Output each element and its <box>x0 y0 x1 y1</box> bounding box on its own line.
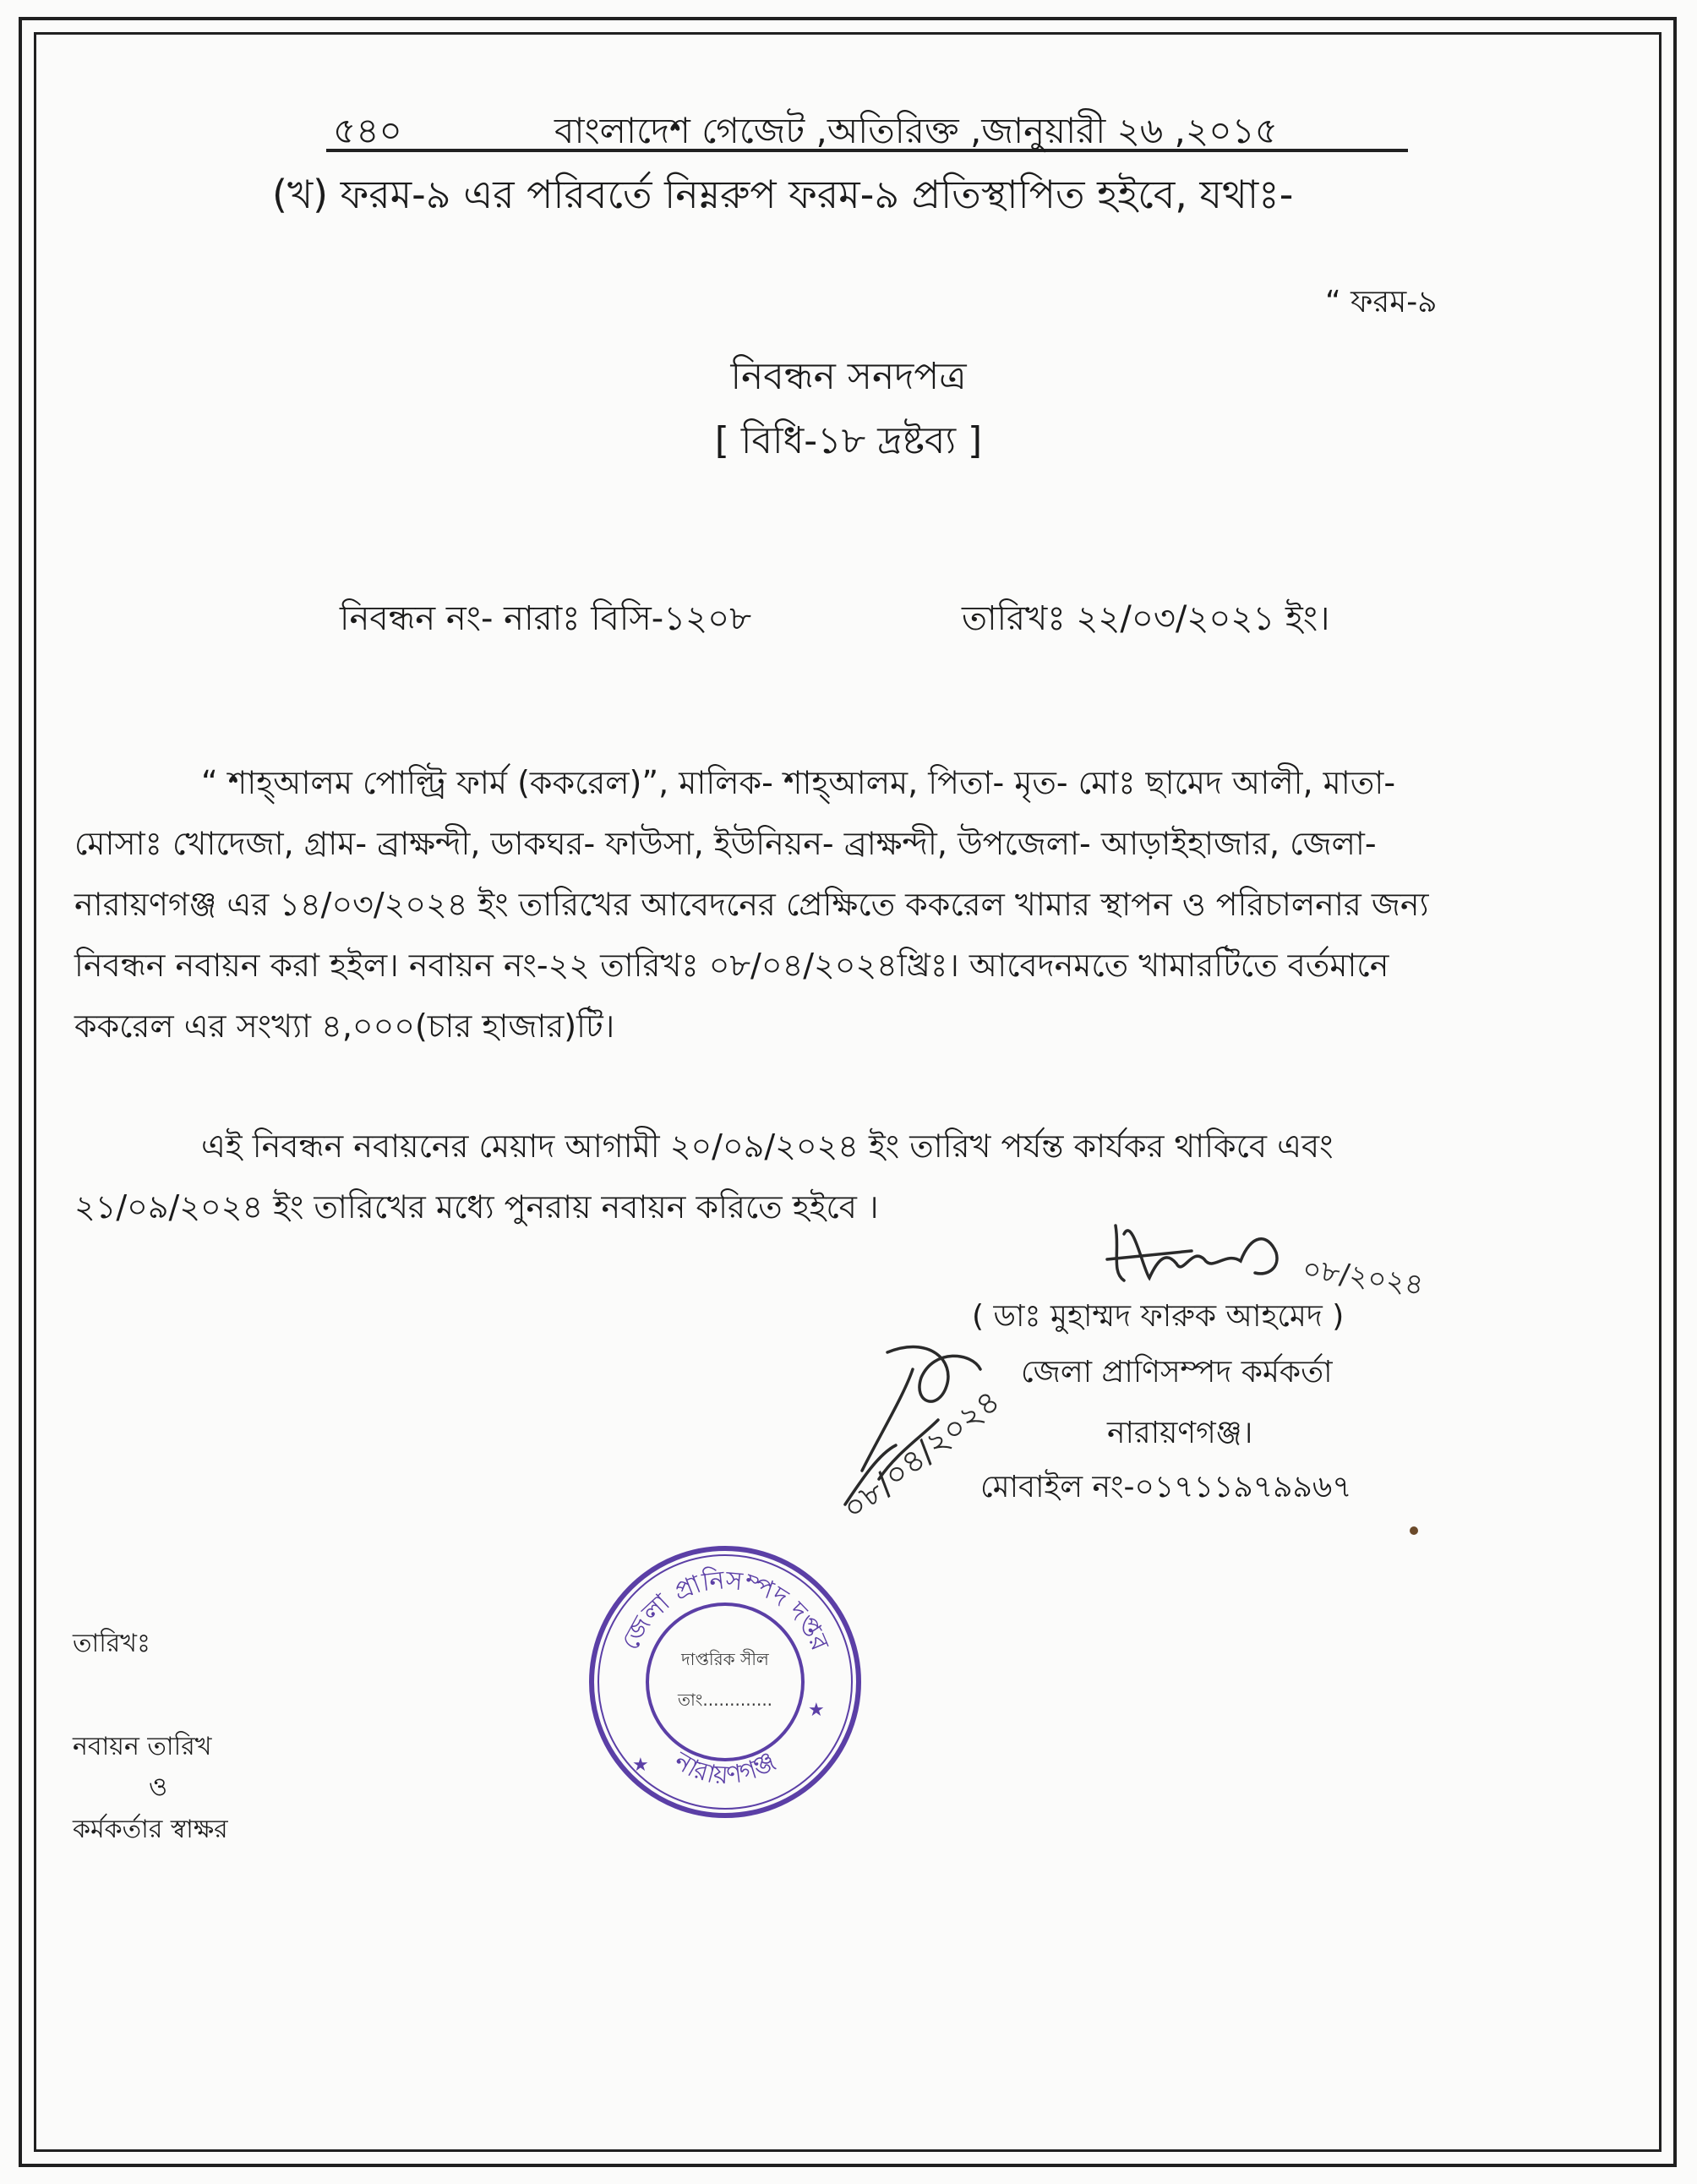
svg-text:০৮/০৪/২০২৪: ০৮/০৪/২০২৪ <box>835 1382 1007 1528</box>
renewal-date-label: নবায়ন তারিখ <box>73 1732 212 1761</box>
signatory-mobile: মোবাইল নং-০১৭১১৯৭৯৯৬৭ <box>980 1470 1352 1504</box>
svg-text:জেলা প্রানিসম্পদ দপ্তর: জেলা প্রানিসম্পদ দপ্তর <box>615 1565 835 1656</box>
officer-signature-label: কর্মকর্তার স্বাক্ষর <box>73 1815 228 1844</box>
gazette-title: বাংলাদেশ গেজেট ,অতিরিক্ত ,জানুয়ারী ২৬ ,২০১৫ <box>554 110 1279 151</box>
and-label: ও <box>149 1772 168 1802</box>
date-label: তারিখঃ <box>73 1629 150 1658</box>
signatory-place: নারায়ণগঞ্জ। <box>1107 1416 1253 1450</box>
paragraph-line: নিবন্ধন নবায়ন করা হইল। নবায়ন নং-২২ তারিখঃ ০৮/০৪/২০২৪খ্রিঃ। আবেদনমতে খামারটিতে বর্তমানে <box>74 947 1389 984</box>
signatory-name: ( ডাঃ মুহাম্মদ ফারুক আহমেদ ) <box>972 1299 1345 1334</box>
paragraph-line: “ শাহ্‌আলম পোল্ট্রি ফার্ম (ককরেল)”, মালিক- শাহ্‌আলম, পিতা- মৃত- মোঃ ছামেদ আলী, মাতা- <box>201 764 1396 801</box>
certificate-title: নিবন্ধন সনদপত্র <box>730 355 967 398</box>
svg-text:দাপ্তরিক সীল: দাপ্তরিক সীল <box>681 1649 769 1669</box>
gazette-header <box>326 100 1408 152</box>
registration-date: তারিখঃ ২২/০৩/২০২১ ইং। <box>962 599 1330 638</box>
ink-dot <box>1410 1526 1418 1535</box>
paragraph-line: মোসাঃ খোদেজা, গ্রাম- ব্রাক্ষন্দী, ডাকঘর- ফাউসা, ইউনিয়ন- ব্রাক্ষন্দী, উপজেলা- আড়াইহাজার, জেলা- <box>74 825 1377 862</box>
paragraph-line: ককরেল এর সংখ্যা ৪,০০০(চার হাজার)টি। <box>74 1007 615 1045</box>
form-tag: “ ফরম-৯ <box>1325 285 1438 319</box>
instruction-line: (খ) ফরম-৯ এর পরিবর্তে নিম্নরুপ ফরম-৯ প্রতিস্থাপিত হইবে, যথাঃ- <box>272 172 1294 217</box>
svg-text:তাং.............: তাং............. <box>677 1690 773 1710</box>
svg-text:০৮/২০২৪: ০৮/২০২৪ <box>1300 1252 1426 1302</box>
official-seal-icon <box>581 1538 869 1826</box>
signatory-designation: জেলা প্রাণিসম্পদ কর্মকর্তা <box>1021 1355 1333 1390</box>
rule-reference: [ বিধি-১৮ দ্রষ্টব্য ] <box>714 419 983 462</box>
registration-number: নিবন্ধন নং- নারাঃ বিসি-১২০৮ <box>340 599 752 638</box>
paragraph-line: ২১/০৯/২০২৪ ইং তারিখের মধ্যে পুনরায় নবায়ন করিতে হইবে । <box>74 1188 879 1226</box>
page-number: ৫৪০ <box>333 110 402 151</box>
svg-text:★: ★ <box>632 1755 649 1776</box>
svg-text:★: ★ <box>808 1700 825 1721</box>
paragraph-line: এই নিবন্ধন নবায়নের মেয়াদ আগামী ২০/০৯/২০২৪ ইং তারিখ পর্যন্ত কার্যকর থাকিবে এবং <box>201 1127 1334 1165</box>
svg-text:নারায়ণগঞ্জ: নারায়ণগঞ্জ <box>668 1746 782 1791</box>
body-paragraph-1 <box>74 752 1680 1057</box>
paragraph-line: নারায়ণগঞ্জ এর ১৪/০৩/২০২৪ ইং তারিখের আবেদনের প্রেক্ষিতে ককরেল খামার স্থাপন ও পরিচালনার জন্য <box>74 886 1429 923</box>
